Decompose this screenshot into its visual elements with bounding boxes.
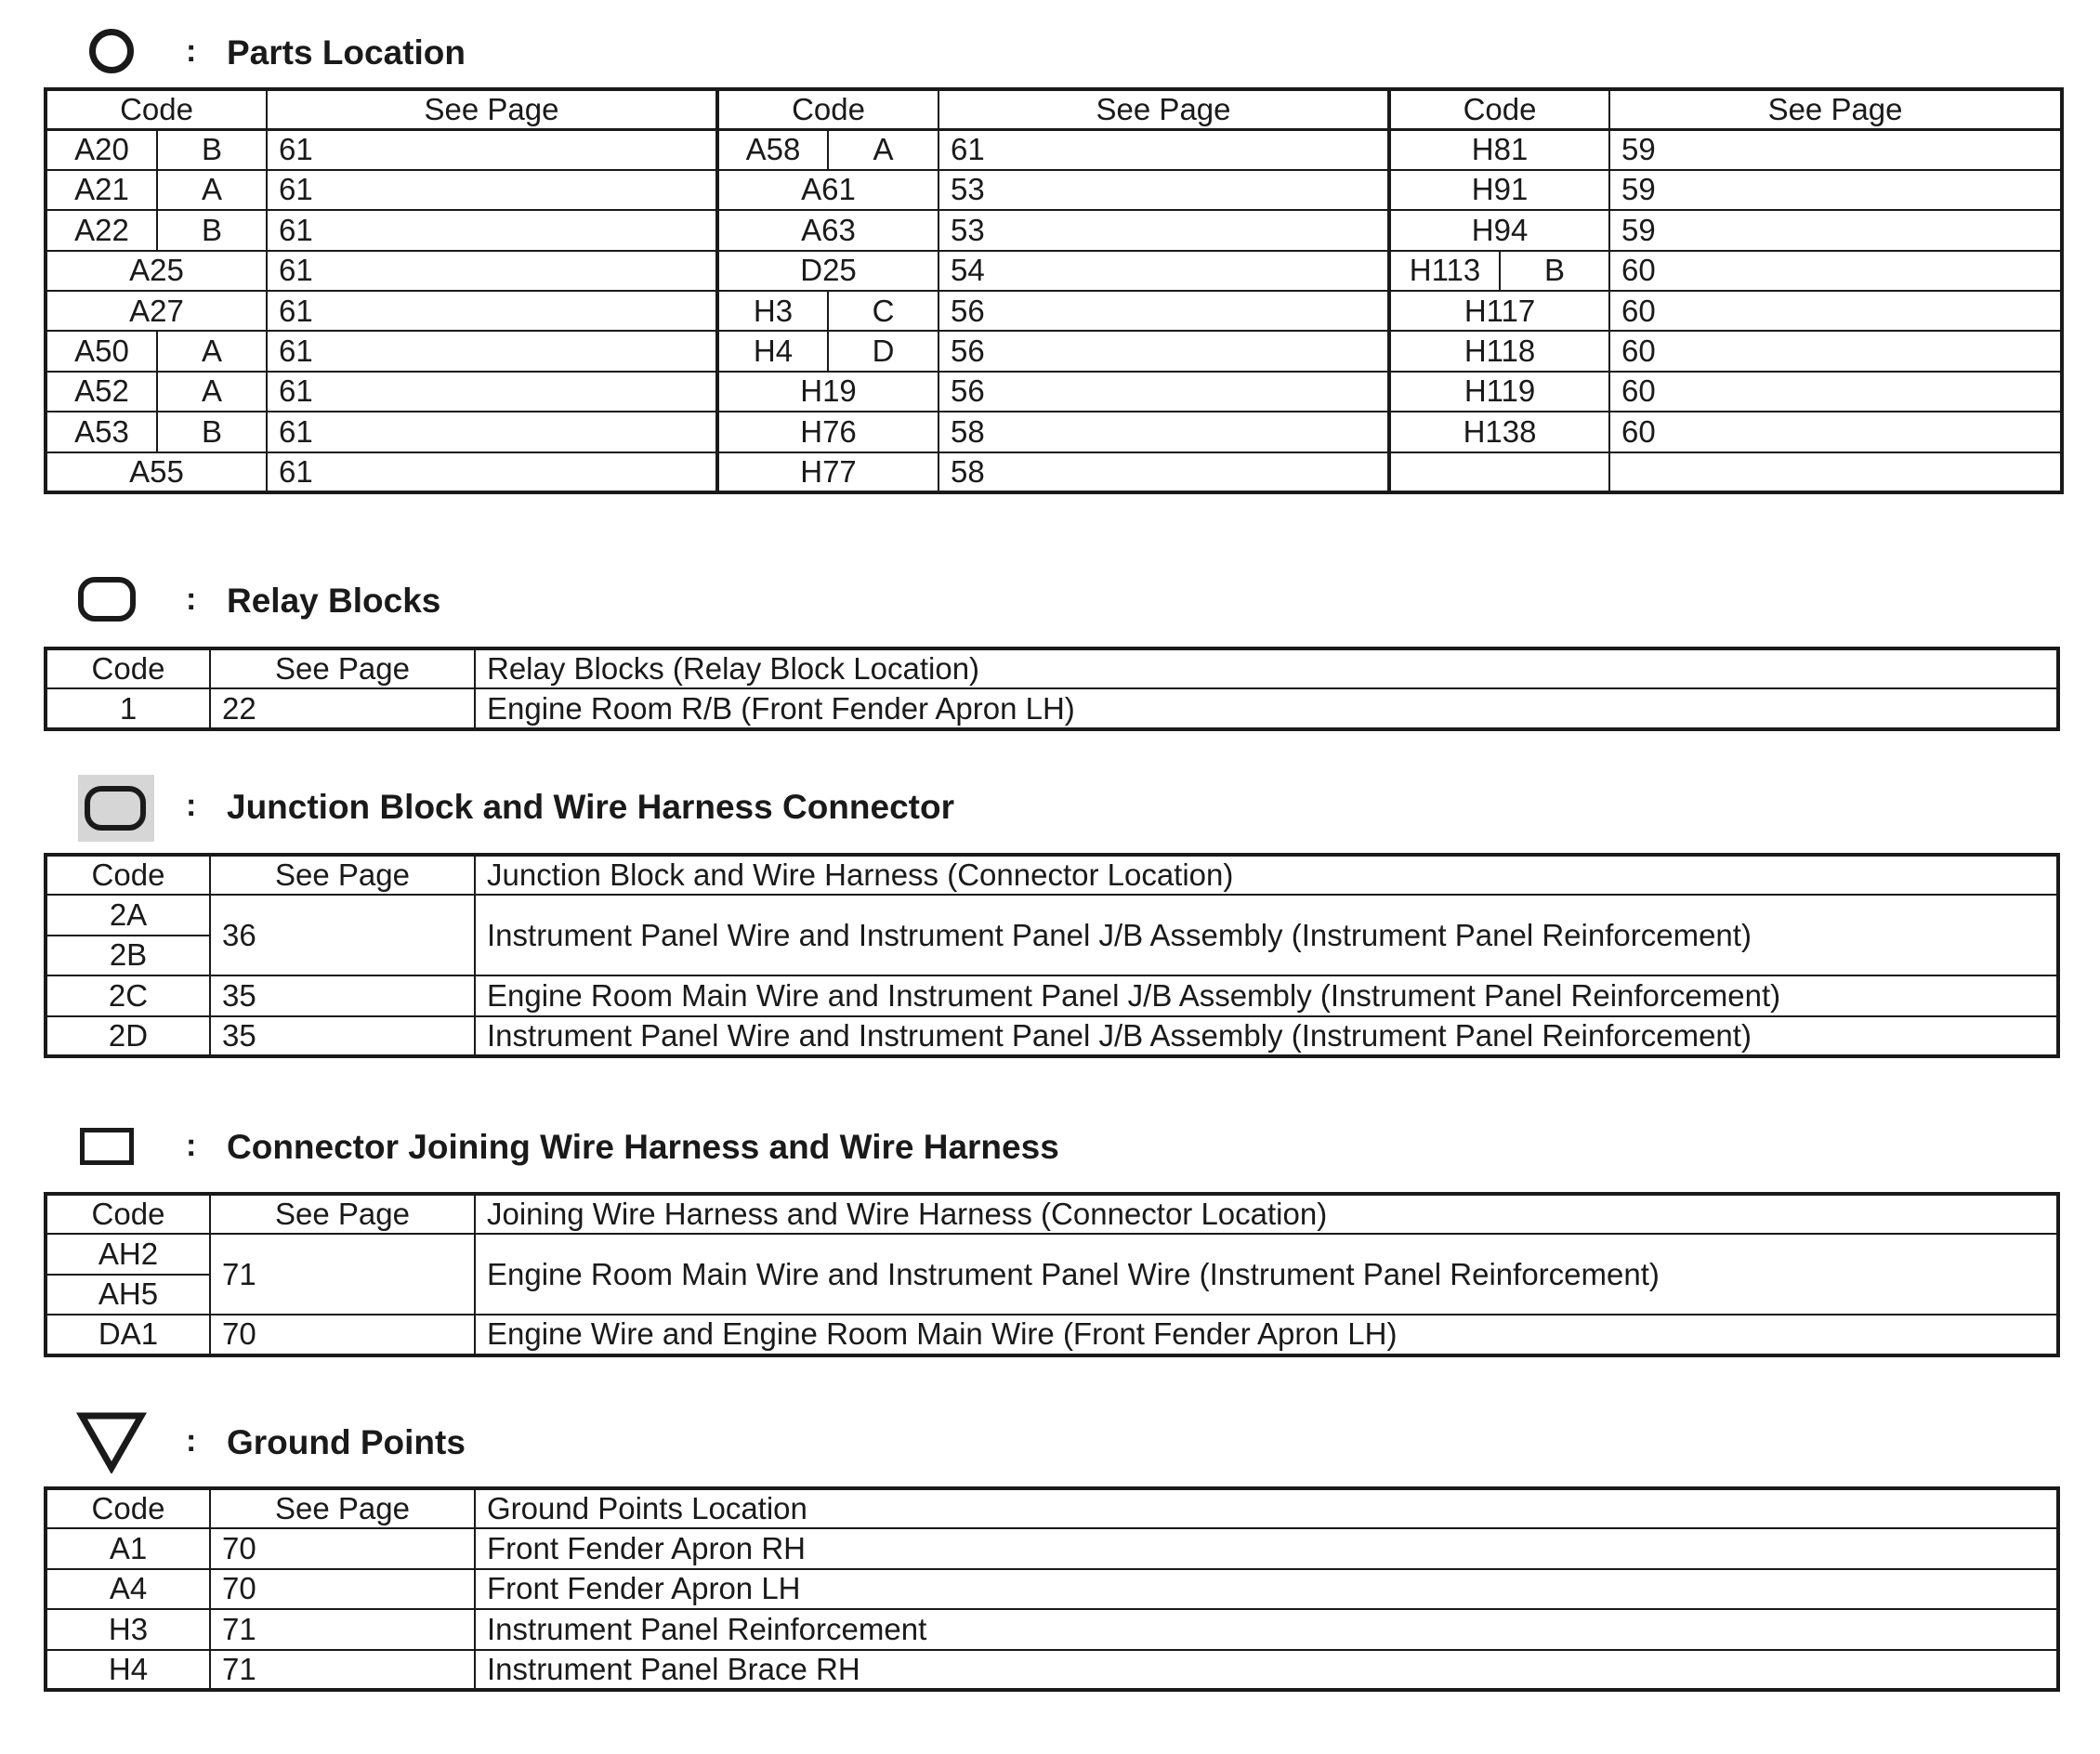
code-cell: A25 <box>46 251 267 291</box>
rounded-rect-icon <box>78 577 136 622</box>
page-cell: 61 <box>267 452 717 492</box>
section-colon: : <box>186 582 197 617</box>
page-cell: 60 <box>1609 331 2062 371</box>
description-cell: Front Fender Apron RH <box>475 1528 2058 1568</box>
page-cell: 60 <box>1609 291 2062 331</box>
page-cell: 59 <box>1609 170 2062 210</box>
sub-code-cell: C <box>828 291 938 331</box>
description-cell: Engine Room Main Wire and Instrument Panel J/B Assembly (Instrument Panel Reinforcement) <box>475 975 2058 1015</box>
page-cell: 56 <box>938 331 1389 371</box>
section-title: Connector Joining Wire Harness and Wire Harness <box>227 1128 1059 1166</box>
code-cell: A21 <box>46 170 157 210</box>
page-cell: 53 <box>938 170 1389 210</box>
page-cell: 35 <box>210 975 475 1015</box>
page-cell: 61 <box>267 129 717 169</box>
page-cell: 22 <box>210 688 475 728</box>
description-cell: Instrument Panel Brace RH <box>475 1650 2058 1690</box>
table-row <box>46 331 2062 371</box>
table-row <box>46 895 2058 935</box>
relay-blocks-table <box>44 647 2060 731</box>
table-row <box>46 1650 2058 1690</box>
table-row <box>46 251 2062 291</box>
description-cell: Engine Room R/B (Front Fender Apron LH) <box>475 688 2058 728</box>
shaded-rounded-rect-icon <box>85 786 146 831</box>
description-cell: Engine Room Main Wire and Instrument Panel Wire (Instrument Panel Reinforcement) <box>475 1234 2058 1315</box>
parts-location-header <box>0 20 2100 85</box>
page-cell: 58 <box>938 452 1389 492</box>
page-cell: 70 <box>210 1315 475 1355</box>
table-header-row <box>46 1194 2058 1234</box>
code-cell: DA1 <box>46 1315 210 1355</box>
junction-block-header <box>0 775 2100 840</box>
page-cell: 36 <box>210 895 475 975</box>
page-cell: 53 <box>938 210 1389 250</box>
see-page-header: See Page <box>938 89 1389 129</box>
page-cell: 61 <box>267 331 717 371</box>
description-cell: Instrument Panel Wire and Instrument Panel J/B Assembly (Instrument Panel Reinforcement) <box>475 1016 2058 1056</box>
table-header-row <box>46 1488 2058 1528</box>
ground-points-header <box>0 1410 2100 1475</box>
description-header: Junction Block and Wire Harness (Connector Location) <box>475 855 2058 895</box>
page-cell: 59 <box>1609 210 2062 250</box>
table-header-row <box>46 89 2062 129</box>
section-title: Relay Blocks <box>227 582 441 620</box>
code-cell: 2D <box>46 1016 210 1056</box>
code-cell: H19 <box>717 372 938 412</box>
page-cell: 61 <box>267 291 717 331</box>
table-row <box>46 1569 2058 1609</box>
table-row <box>46 1016 2058 1056</box>
code-cell: H3 <box>46 1609 210 1649</box>
code-cell <box>1389 452 1609 492</box>
code-cell: 2C <box>46 975 210 1015</box>
code-header: Code <box>717 89 938 129</box>
code-cell: AH2 <box>46 1234 210 1274</box>
sub-code-cell: B <box>1500 251 1609 291</box>
see-page-header: See Page <box>267 89 717 129</box>
table-row <box>46 1528 2058 1568</box>
code-cell: H4 <box>717 331 828 371</box>
code-cell: H3 <box>717 291 828 331</box>
description-cell: Instrument Panel Reinforcement <box>475 1609 2058 1649</box>
code-cell: A1 <box>46 1528 210 1568</box>
section-title: Ground Points <box>227 1423 466 1461</box>
see-page-header: See Page <box>1609 89 2062 129</box>
page-cell <box>1609 452 2062 492</box>
page-cell: 61 <box>938 129 1389 169</box>
section-colon: : <box>186 788 197 823</box>
ground-points-table <box>44 1486 2060 1692</box>
code-cell: 2A <box>46 895 210 935</box>
rectangle-icon <box>80 1128 134 1165</box>
sub-code-cell: A <box>157 170 267 210</box>
sub-code-cell: B <box>157 412 267 452</box>
page-cell: 56 <box>938 372 1389 412</box>
page-cell: 56 <box>938 291 1389 331</box>
circle-icon <box>89 29 134 73</box>
page-cell: 61 <box>267 372 717 412</box>
code-cell: H76 <box>717 412 938 452</box>
table-row <box>46 210 2062 250</box>
table-row <box>46 129 2062 169</box>
sub-code-cell: A <box>157 331 267 371</box>
page-cell: 61 <box>267 251 717 291</box>
description-cell: Instrument Panel Wire and Instrument Panel J/B Assembly (Instrument Panel Reinforcement) <box>475 895 2058 975</box>
table-row <box>46 975 2058 1015</box>
page-cell: 61 <box>267 210 717 250</box>
page-cell: 71 <box>210 1234 475 1315</box>
code-cell: H91 <box>1389 170 1609 210</box>
description-cell: Front Fender Apron LH <box>475 1569 2058 1609</box>
page-cell: 58 <box>938 412 1389 452</box>
code-cell: A63 <box>717 210 938 250</box>
code-cell: A27 <box>46 291 267 331</box>
table-header-row <box>46 855 2058 895</box>
code-header: Code <box>46 1488 210 1528</box>
section-colon: : <box>186 1423 197 1459</box>
connector-joining-header <box>0 1115 2100 1180</box>
description-cell: Engine Wire and Engine Room Main Wire (Front Fender Apron LH) <box>475 1315 2058 1355</box>
description-header: Joining Wire Harness and Wire Harness (Connector Location) <box>475 1194 2058 1234</box>
description-header: Ground Points Location <box>475 1488 2058 1528</box>
code-header: Code <box>46 89 267 129</box>
code-header: Code <box>46 1194 210 1234</box>
page-cell: 61 <box>267 412 717 452</box>
sub-code-cell: A <box>157 372 267 412</box>
code-header: Code <box>1389 89 1609 129</box>
code-cell: H77 <box>717 452 938 492</box>
table-header-row <box>46 648 2058 688</box>
see-page-header: See Page <box>210 648 475 688</box>
code-cell: A58 <box>717 129 828 169</box>
code-cell: A50 <box>46 331 157 371</box>
code-cell: A53 <box>46 412 157 452</box>
triangle-icon <box>76 1410 147 1473</box>
table-row <box>46 688 2058 728</box>
table-row <box>46 291 2062 331</box>
junction-block-table <box>44 853 2060 1058</box>
table-row <box>46 1234 2058 1274</box>
relay-blocks-header <box>0 569 2100 634</box>
sub-code-cell: B <box>157 129 267 169</box>
connector-joining-table <box>44 1192 2060 1357</box>
see-page-header: See Page <box>210 1488 475 1528</box>
code-cell: A22 <box>46 210 157 250</box>
table-row <box>46 452 2062 492</box>
table-row <box>46 1609 2058 1649</box>
page-cell: 61 <box>267 170 717 210</box>
page-cell: 71 <box>210 1609 475 1649</box>
description-header: Relay Blocks (Relay Block Location) <box>475 648 2058 688</box>
code-cell: H119 <box>1389 372 1609 412</box>
sub-code-cell: D <box>828 331 938 371</box>
code-cell: A61 <box>717 170 938 210</box>
code-cell: H138 <box>1389 412 1609 452</box>
page-cell: 59 <box>1609 129 2062 169</box>
page-cell: 71 <box>210 1650 475 1690</box>
section-colon: : <box>186 33 197 69</box>
code-cell: H118 <box>1389 331 1609 371</box>
table-row <box>46 372 2062 412</box>
page-cell: 70 <box>210 1528 475 1568</box>
code-header: Code <box>46 648 210 688</box>
code-cell: 1 <box>46 688 210 728</box>
page-cell: 60 <box>1609 372 2062 412</box>
code-cell: H117 <box>1389 291 1609 331</box>
code-cell: A20 <box>46 129 157 169</box>
section-colon: : <box>186 1128 197 1163</box>
parts-location-table <box>44 87 2064 494</box>
code-cell: H94 <box>1389 210 1609 250</box>
see-page-header: See Page <box>210 855 475 895</box>
page-cell: 60 <box>1609 251 2062 291</box>
code-cell: A55 <box>46 452 267 492</box>
code-header: Code <box>46 855 210 895</box>
code-cell: AH5 <box>46 1275 210 1315</box>
code-cell: H81 <box>1389 129 1609 169</box>
see-page-header: See Page <box>210 1194 475 1234</box>
page-cell: 70 <box>210 1569 475 1609</box>
sub-code-cell: B <box>157 210 267 250</box>
code-cell: H113 <box>1389 251 1500 291</box>
code-cell: A4 <box>46 1569 210 1609</box>
table-row <box>46 1315 2058 1355</box>
section-title: Parts Location <box>227 33 466 72</box>
code-cell: H4 <box>46 1650 210 1690</box>
page-cell: 35 <box>210 1016 475 1056</box>
sub-code-cell: A <box>828 129 938 169</box>
table-row <box>46 170 2062 210</box>
table-row <box>46 412 2062 452</box>
code-cell: A52 <box>46 372 157 412</box>
page-cell: 54 <box>938 251 1389 291</box>
page-cell: 60 <box>1609 412 2062 452</box>
code-cell: D25 <box>717 251 938 291</box>
section-title: Junction Block and Wire Harness Connector <box>227 788 954 826</box>
code-cell: 2B <box>46 936 210 975</box>
